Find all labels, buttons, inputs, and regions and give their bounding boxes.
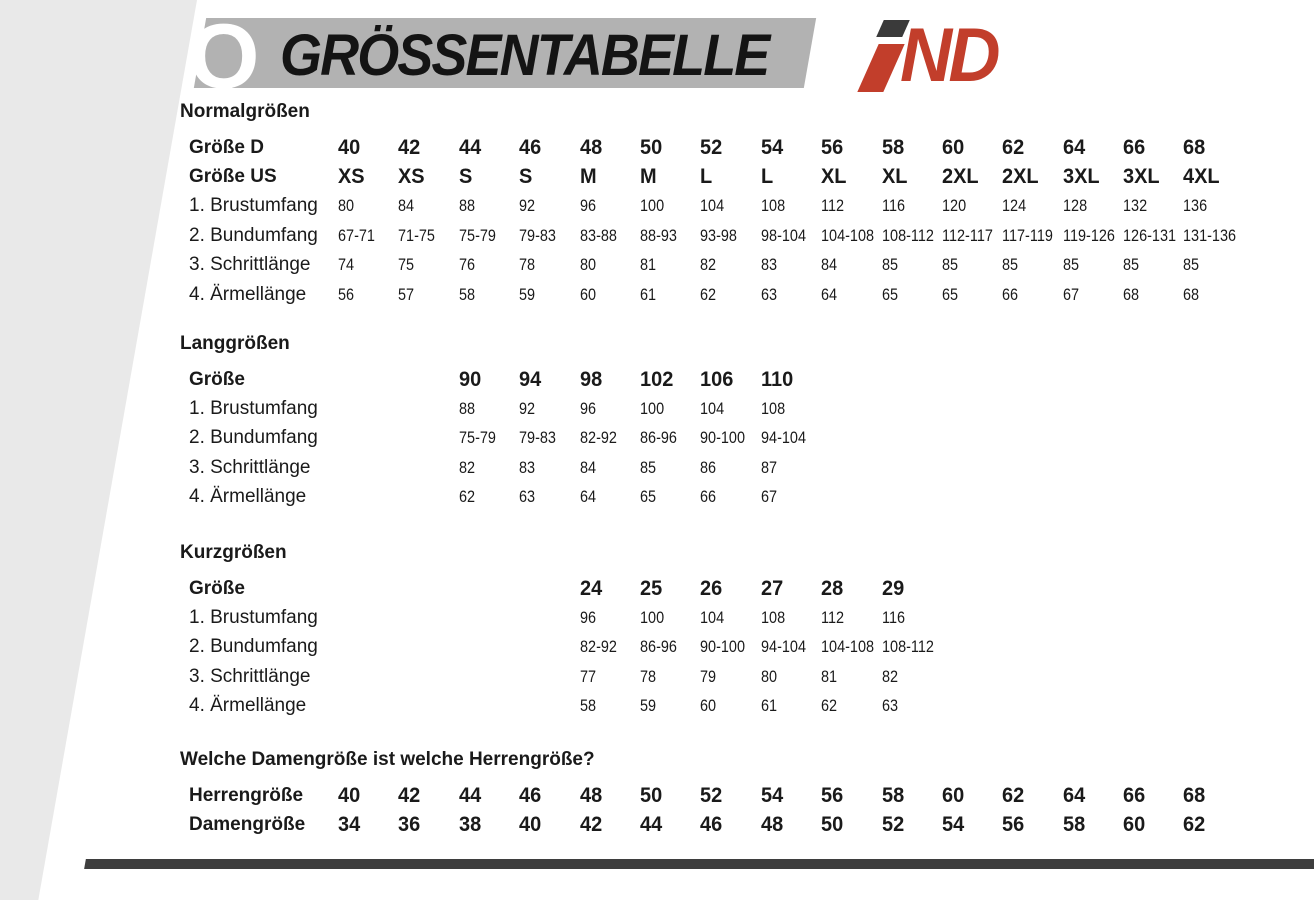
- size-table-section: [180, 749, 1310, 840]
- table-cell: 102: [639, 367, 674, 391]
- table-cell: 48: [579, 135, 602, 159]
- size-table-section: [180, 101, 1310, 309]
- table-cell: 40: [338, 783, 361, 807]
- table-cell: 82: [458, 457, 475, 477]
- table-cell: 59: [639, 696, 657, 716]
- table-cell: 120: [941, 196, 967, 216]
- table-cell: 104: [700, 399, 725, 419]
- table-cell: 64: [579, 487, 596, 507]
- table-cell: 48: [760, 813, 783, 837]
- table-cell: 62: [821, 696, 838, 716]
- table-cell: 90: [458, 367, 481, 391]
- table-cell: 27: [760, 576, 783, 600]
- table-cell: 86-96: [639, 428, 677, 448]
- table-cell: 108: [760, 608, 785, 628]
- table-cell: 42: [398, 135, 421, 159]
- table-cell: 68: [1123, 284, 1140, 304]
- row-label: 1. Brustumfang: [189, 607, 318, 629]
- table-cell: 126-131: [1123, 225, 1177, 245]
- table-cell: 65: [941, 284, 958, 304]
- table-cell: 2XL: [1002, 165, 1039, 189]
- table-cell: 108: [760, 399, 785, 419]
- table-cell: 56: [1002, 813, 1025, 837]
- table-cell: M: [639, 165, 657, 189]
- table-cell: 4XL: [1183, 165, 1221, 189]
- table-cell: 124: [1002, 196, 1027, 216]
- table-cell: 40: [338, 135, 361, 159]
- size-table: [180, 133, 1310, 309]
- bottom-accent-bar: [84, 859, 1314, 869]
- row-label: 3. Schrittlänge: [189, 456, 311, 478]
- table-cell: 85: [1002, 255, 1019, 275]
- diagonal-background-band: [0, 0, 197, 900]
- table-cell: 58: [579, 696, 596, 716]
- table-cell: 87: [760, 457, 777, 477]
- table-cell: 64: [1062, 135, 1085, 159]
- section-title: Normalgrößen: [180, 101, 310, 122]
- table-cell: 62: [1002, 783, 1025, 807]
- table-cell: 61: [639, 284, 657, 304]
- table-cell: 46: [519, 135, 542, 159]
- table-cell: 82: [700, 255, 717, 275]
- table-cell: 54: [941, 813, 965, 837]
- size-table: [180, 781, 1310, 840]
- table-cell: 100: [639, 399, 665, 419]
- table-cell: 80: [760, 666, 777, 686]
- table-cell: 85: [1123, 255, 1140, 275]
- table-cell: 84: [821, 255, 838, 275]
- table-cell: 59: [519, 284, 536, 304]
- section-title: Welche Damengröße ist welche Herrengröße?: [180, 749, 595, 770]
- table-cell: 86: [700, 457, 717, 477]
- ind-logo-i-stem: [857, 44, 904, 92]
- table-cell: 96: [579, 399, 596, 419]
- table-cell: 38: [458, 813, 481, 837]
- size-table: [180, 574, 1310, 721]
- table-cell: 94-104: [760, 428, 806, 448]
- table-cell: 79-83: [519, 225, 557, 245]
- row-label: 3. Schrittlänge: [189, 665, 311, 687]
- table-cell: 108-112: [881, 225, 934, 245]
- table-cell: 128: [1062, 196, 1087, 216]
- table-cell: 40: [519, 813, 542, 837]
- section-title: Kurzgrößen: [180, 542, 287, 563]
- table-cell: 96: [579, 608, 596, 628]
- table-cell: 67: [760, 487, 777, 507]
- table-cell: XS: [338, 165, 365, 189]
- table-cell: 66: [1123, 135, 1146, 159]
- table-cell: 100: [639, 608, 665, 628]
- table-cell: 58: [881, 783, 904, 807]
- ind-logo: [846, 13, 1036, 98]
- table-cell: 82-92: [579, 428, 617, 448]
- table-cell: 117-119: [1002, 225, 1054, 245]
- table-cell: L: [760, 165, 773, 189]
- table-cell: 3XL: [1062, 165, 1100, 189]
- row-label: 4. Ärmellänge: [189, 695, 307, 717]
- size-table-section: [180, 542, 1310, 721]
- table-cell: 34: [338, 813, 361, 837]
- table-cell: 116: [881, 196, 905, 216]
- table-cell: 46: [700, 813, 723, 837]
- table-cell: 119-126: [1062, 225, 1115, 245]
- table-cell: 92: [519, 196, 536, 216]
- table-cell: 79-83: [519, 428, 557, 448]
- section-title: Langgrößen: [180, 333, 290, 354]
- table-cell: 90-100: [700, 428, 746, 448]
- table-cell: 136: [1183, 196, 1208, 216]
- table-cell: 68: [1183, 783, 1206, 807]
- table-cell: 50: [821, 813, 844, 837]
- row-label: 3. Schrittlänge: [189, 254, 311, 276]
- table-cell: 104: [700, 608, 725, 628]
- table-cell: 2XL: [941, 165, 979, 189]
- table-cell: 88: [458, 399, 475, 419]
- table-cell: XL: [821, 165, 847, 189]
- table-cell: 66: [1002, 284, 1019, 304]
- table-cell: 60: [941, 783, 965, 807]
- table-cell: 80: [579, 255, 596, 275]
- table-cell: 85: [881, 255, 898, 275]
- table-cell: 63: [881, 696, 898, 716]
- table-cell: 84: [579, 457, 596, 477]
- row-label: 4. Ärmellänge: [189, 283, 307, 305]
- table-cell: 29: [881, 576, 904, 600]
- table-cell: 48: [579, 783, 602, 807]
- table-cell: 58: [1062, 813, 1085, 837]
- table-cell: 75: [398, 255, 415, 275]
- table-cell: 88: [458, 196, 475, 216]
- table-cell: 52: [700, 783, 723, 807]
- table-cell: 132: [1123, 196, 1148, 216]
- row-label: Größe: [189, 577, 245, 599]
- page-title: GRÖSSENTABELLE: [280, 23, 769, 88]
- size-table: [180, 365, 1310, 512]
- table-cell: 63: [519, 487, 536, 507]
- table-cell: 84: [398, 196, 415, 216]
- table-cell: 64: [1062, 783, 1085, 807]
- q-logo: Q: [188, 6, 260, 108]
- table-cell: 56: [821, 783, 844, 807]
- table-cell: 60: [1123, 813, 1146, 837]
- table-cell: 112: [821, 196, 845, 216]
- size-table-section: [180, 333, 1310, 512]
- table-cell: 61: [760, 696, 777, 716]
- row-label: Größe: [189, 368, 245, 390]
- table-cell: 28: [821, 576, 844, 600]
- table-cell: 60: [700, 696, 717, 716]
- table-cell: 25: [639, 576, 663, 600]
- table-cell: 82-92: [579, 637, 617, 657]
- table-cell: 62: [1002, 135, 1025, 159]
- table-cell: 46: [519, 783, 542, 807]
- table-cell: 104: [700, 196, 725, 216]
- row-label: 1. Brustumfang: [189, 398, 318, 420]
- table-cell: 85: [941, 255, 958, 275]
- table-cell: 54: [760, 783, 783, 807]
- row-label: 1. Brustumfang: [189, 195, 318, 217]
- table-cell: 58: [881, 135, 904, 159]
- table-cell: 98: [579, 367, 602, 391]
- table-cell: 65: [639, 487, 657, 507]
- table-cell: 104-108: [821, 225, 875, 245]
- table-cell: 62: [458, 487, 475, 507]
- table-cell: 68: [1183, 284, 1200, 304]
- table-cell: 36: [398, 813, 421, 837]
- table-cell: 44: [639, 813, 663, 837]
- table-cell: 85: [1183, 255, 1200, 275]
- table-cell: 81: [821, 666, 838, 686]
- table-cell: 88-93: [639, 225, 677, 245]
- table-cell: S: [458, 165, 473, 189]
- table-cell: L: [700, 165, 713, 189]
- table-cell: 80: [338, 196, 355, 216]
- row-label: 4. Ärmellänge: [189, 486, 307, 508]
- table-cell: 83-88: [579, 225, 617, 245]
- table-cell: 93-98: [700, 225, 738, 245]
- table-cell: 56: [338, 284, 355, 304]
- table-cell: 44: [458, 135, 481, 159]
- table-cell: 90-100: [700, 637, 746, 657]
- table-cell: 98-104: [760, 225, 806, 245]
- table-cell: 112: [821, 608, 845, 628]
- table-cell: 67-71: [338, 225, 375, 245]
- table-cell: 78: [639, 666, 657, 686]
- table-cell: 67: [1062, 284, 1079, 304]
- table-cell: 62: [1183, 813, 1206, 837]
- table-cell: 65: [881, 284, 898, 304]
- table-cell: 57: [398, 284, 415, 304]
- row-label: Größe US: [189, 166, 277, 188]
- table-cell: M: [579, 165, 597, 189]
- table-cell: XS: [398, 165, 426, 189]
- table-cell: 60: [579, 284, 596, 304]
- table-cell: 66: [700, 487, 717, 507]
- table-cell: 85: [639, 457, 657, 477]
- table-cell: 60: [941, 135, 965, 159]
- table-cell: 44: [458, 783, 481, 807]
- table-cell: 50: [639, 135, 663, 159]
- table-cell: 108: [760, 196, 785, 216]
- table-cell: 66: [1123, 783, 1146, 807]
- row-label: 2. Bundumfang: [189, 636, 318, 658]
- table-cell: 42: [579, 813, 602, 837]
- table-cell: 116: [881, 608, 905, 628]
- table-cell: 26: [700, 576, 723, 600]
- ind-logo-nd: ND: [900, 13, 997, 98]
- table-cell: 78: [519, 255, 536, 275]
- table-cell: 94: [519, 367, 542, 391]
- table-cell: 81: [639, 255, 657, 275]
- row-label: Damengröße: [189, 814, 306, 836]
- table-cell: 68: [1183, 135, 1206, 159]
- table-cell: 106: [700, 367, 734, 391]
- table-cell: 56: [821, 135, 844, 159]
- row-label: 2. Bundumfang: [189, 427, 318, 449]
- table-cell: 52: [881, 813, 904, 837]
- table-cell: 74: [338, 255, 355, 275]
- table-cell: 100: [639, 196, 665, 216]
- table-cell: 64: [821, 284, 838, 304]
- table-cell: 82: [881, 666, 898, 686]
- table-cell: 92: [519, 399, 536, 419]
- table-cell: 71-75: [398, 225, 436, 245]
- table-cell: 77: [579, 666, 596, 686]
- table-cell: 75-79: [458, 225, 496, 245]
- table-cell: 108-112: [881, 637, 934, 657]
- table-cell: 94-104: [760, 637, 806, 657]
- table-cell: 85: [1062, 255, 1079, 275]
- table-cell: XL: [881, 165, 908, 189]
- table-cell: 58: [458, 284, 475, 304]
- table-cell: 86-96: [639, 637, 677, 657]
- row-label: Größe D: [189, 136, 264, 158]
- table-cell: 83: [760, 255, 777, 275]
- table-cell: 110: [760, 367, 793, 391]
- table-cell: 24: [579, 576, 602, 600]
- table-cell: 50: [639, 783, 663, 807]
- table-cell: 96: [579, 196, 596, 216]
- row-label: 2. Bundumfang: [189, 224, 318, 246]
- table-cell: 75-79: [458, 428, 496, 448]
- table-cell: 52: [700, 135, 723, 159]
- table-cell: 42: [398, 783, 421, 807]
- table-cell: 62: [700, 284, 717, 304]
- row-label: Herrengröße: [189, 784, 304, 806]
- table-cell: 63: [760, 284, 777, 304]
- table-cell: S: [519, 165, 533, 189]
- table-cell: 131-136: [1183, 225, 1237, 245]
- table-cell: 83: [519, 457, 536, 477]
- table-cell: 76: [458, 255, 475, 275]
- table-cell: 104-108: [821, 637, 875, 657]
- table-cell: 79: [700, 666, 717, 686]
- table-cell: 3XL: [1123, 165, 1160, 189]
- table-cell: 112-117: [941, 225, 993, 245]
- table-cell: 54: [760, 135, 783, 159]
